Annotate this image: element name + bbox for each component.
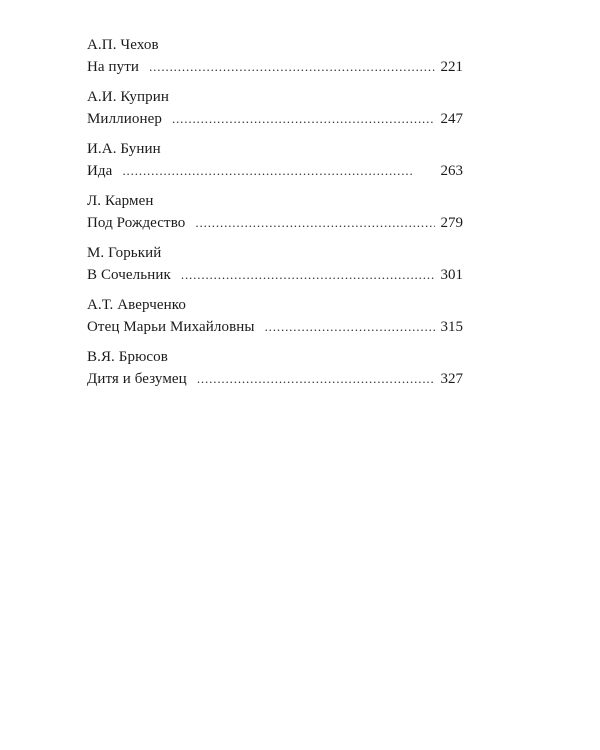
entry-page-number: 279 <box>440 215 463 231</box>
entry-line <box>87 108 463 130</box>
entry-title: Ида <box>87 163 113 179</box>
entry-page-number: 221 <box>440 59 463 75</box>
entry-title: Отец Марьи Михайловны <box>87 319 255 335</box>
dot-leader <box>195 212 434 234</box>
dot-leader <box>181 264 435 286</box>
table-of-contents <box>87 34 463 398</box>
entry-author: М. Горький <box>87 245 162 261</box>
toc-entry-kuprin <box>87 86 463 138</box>
dot-leader <box>149 56 434 78</box>
entry-line <box>87 212 463 234</box>
entry-page-number: 327 <box>440 371 463 387</box>
entry-title: На пути <box>87 59 140 75</box>
toc-entry-chekhov <box>87 34 463 86</box>
entry-page-number: 263 <box>440 163 463 179</box>
entry-page-number: 247 <box>440 111 463 127</box>
entry-author: В.Я. Брюсов <box>87 349 168 365</box>
toc-entry-averchenko <box>87 294 463 346</box>
entry-author: И.А. Бунин <box>87 141 161 157</box>
entry-page-number: 315 <box>440 319 463 335</box>
entry-line <box>87 316 463 338</box>
entry-title: Миллионер <box>87 111 162 127</box>
entry-author: А.П. Чехов <box>87 37 159 53</box>
entry-line <box>87 56 463 78</box>
toc-entry-bunin <box>87 138 463 190</box>
toc-entry-karmen <box>87 190 463 242</box>
dot-leader <box>122 160 434 182</box>
dot-leader <box>197 368 435 390</box>
entry-title: Под Рождество <box>87 215 186 231</box>
entry-line <box>87 264 463 286</box>
entry-author: А.И. Куприн <box>87 89 169 105</box>
entry-title: Дитя и безумец <box>87 371 187 387</box>
entry-author: А.Т. Аверченко <box>87 297 187 313</box>
entry-author: Л. Кармен <box>87 193 154 209</box>
entry-page-number: 301 <box>440 267 463 283</box>
dot-leader <box>172 108 435 130</box>
toc-entry-gorky <box>87 242 463 294</box>
entry-line <box>87 160 463 182</box>
toc-entry-bryusov <box>87 346 463 398</box>
entry-title: В Сочельник <box>87 267 171 283</box>
dot-leader <box>265 316 435 338</box>
entry-line <box>87 368 463 390</box>
